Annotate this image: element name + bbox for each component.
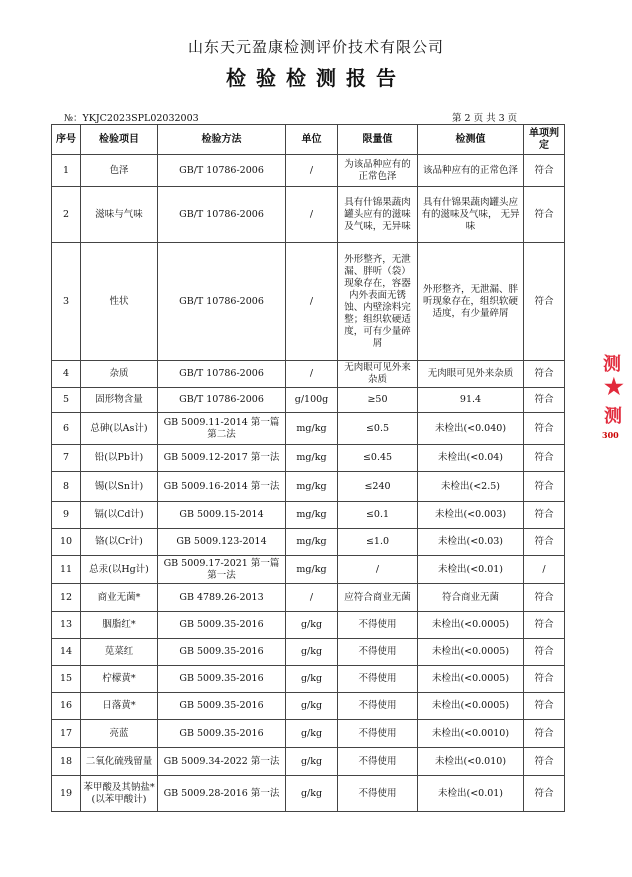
table-cell: 苯甲酸及其钠盐*(以苯甲酸计) bbox=[81, 776, 158, 812]
table-cell: GB 5009.34-2022 第一法 bbox=[158, 748, 286, 776]
table-cell: 符合 bbox=[524, 776, 565, 812]
table-cell: 19 bbox=[52, 776, 81, 812]
table-cell: 16 bbox=[52, 693, 81, 720]
table-cell: / bbox=[286, 243, 338, 361]
column-header: 限量值 bbox=[338, 125, 418, 155]
table-cell: mg/kg bbox=[286, 529, 338, 556]
table-cell: 符合 bbox=[524, 388, 565, 413]
table-cell: / bbox=[338, 556, 418, 584]
table-cell: 符合 bbox=[524, 243, 565, 361]
table-cell: 外形整齐，无泄漏、胖听（袋）现象存在，容器内外表面无锈蚀、内壁涂料完整；组织软硬适度，可有少量碎屑 bbox=[338, 243, 418, 361]
table-cell: GB 5009.15-2014 bbox=[158, 502, 286, 529]
table-cell: 未检出(<0.04) bbox=[418, 445, 524, 472]
table-cell: g/kg bbox=[286, 639, 338, 666]
table-cell: 符合 bbox=[524, 413, 565, 445]
table-cell: g/kg bbox=[286, 693, 338, 720]
table-cell: 滋味与气味 bbox=[81, 187, 158, 243]
column-header: 单位 bbox=[286, 125, 338, 155]
table-cell: GB 5009.16-2014 第一法 bbox=[158, 472, 286, 502]
table-cell: 无肉眼可见外来杂质 bbox=[338, 361, 418, 388]
table-cell: ≤240 bbox=[338, 472, 418, 502]
column-header: 检测值 bbox=[418, 125, 524, 155]
table-cell: 符合 bbox=[524, 639, 565, 666]
table-cell: 符合 bbox=[524, 445, 565, 472]
stamp-star-icon: ★ bbox=[604, 374, 624, 400]
table-cell: 镉(以Cd计) bbox=[81, 502, 158, 529]
table-cell: 无肉眼可见外来杂质 bbox=[418, 361, 524, 388]
table-cell: mg/kg bbox=[286, 445, 338, 472]
table-cell: / bbox=[524, 556, 565, 584]
table-cell: 11 bbox=[52, 556, 81, 584]
stamp-number: 300 bbox=[602, 430, 619, 440]
table-cell: / bbox=[286, 584, 338, 612]
table-cell: 未检出(<0.0010) bbox=[418, 720, 524, 748]
table-cell: g/100g bbox=[286, 388, 338, 413]
table-cell: GB/T 10786-2006 bbox=[158, 243, 286, 361]
table-cell: 8 bbox=[52, 472, 81, 502]
table-cell: GB 5009.35-2016 bbox=[158, 666, 286, 693]
table-cell: 符合 bbox=[524, 748, 565, 776]
table-cell: GB 5009.35-2016 bbox=[158, 720, 286, 748]
table-cell: 铅(以Pb计) bbox=[81, 445, 158, 472]
table-row bbox=[52, 748, 565, 776]
table-row bbox=[52, 361, 565, 388]
table-cell: mg/kg bbox=[286, 472, 338, 502]
table-cell: 苋菜红 bbox=[81, 639, 158, 666]
table-row bbox=[52, 243, 565, 361]
table-cell: 应符合商业无菌 bbox=[338, 584, 418, 612]
table-row bbox=[52, 612, 565, 639]
table-cell: ≤1.0 bbox=[338, 529, 418, 556]
table-row bbox=[52, 556, 565, 584]
table-cell: 固形物含量 bbox=[81, 388, 158, 413]
table-cell: 符合 bbox=[524, 720, 565, 748]
table-cell: 91.4 bbox=[418, 388, 524, 413]
table-cell: GB 5009.35-2016 bbox=[158, 639, 286, 666]
table-row bbox=[52, 187, 565, 243]
table-cell: 柠檬黄* bbox=[81, 666, 158, 693]
table-cell: GB 5009.28-2016 第一法 bbox=[158, 776, 286, 812]
table-cell: GB/T 10786-2006 bbox=[158, 187, 286, 243]
table-row bbox=[52, 666, 565, 693]
table-row bbox=[52, 155, 565, 187]
table-cell: 未检出(<0.03) bbox=[418, 529, 524, 556]
table-cell: 符合商业无菌 bbox=[418, 584, 524, 612]
table-cell: 未检出(<0.040) bbox=[418, 413, 524, 445]
table-cell: 13 bbox=[52, 612, 81, 639]
table-cell: 5 bbox=[52, 388, 81, 413]
table-cell: 日落黄* bbox=[81, 693, 158, 720]
table-cell: 不得使用 bbox=[338, 666, 418, 693]
table-cell: GB 5009.123-2014 bbox=[158, 529, 286, 556]
table-cell: 2 bbox=[52, 187, 81, 243]
table-cell: mg/kg bbox=[286, 556, 338, 584]
table-cell: 符合 bbox=[524, 529, 565, 556]
table-cell: 不得使用 bbox=[338, 720, 418, 748]
table-cell: 符合 bbox=[524, 472, 565, 502]
column-header: 检验项目 bbox=[81, 125, 158, 155]
column-header: 序号 bbox=[52, 125, 81, 155]
table-cell: 不得使用 bbox=[338, 612, 418, 639]
table-cell: 未检出(<0.01) bbox=[418, 556, 524, 584]
table-row bbox=[52, 720, 565, 748]
table-cell: ≥50 bbox=[338, 388, 418, 413]
table-cell: ≤0.45 bbox=[338, 445, 418, 472]
table-body bbox=[52, 155, 565, 812]
table-cell: 12 bbox=[52, 584, 81, 612]
table-cell: 符合 bbox=[524, 666, 565, 693]
table-cell: 7 bbox=[52, 445, 81, 472]
stamp-char: 测 bbox=[603, 354, 621, 375]
table-row bbox=[52, 502, 565, 529]
table-row bbox=[52, 776, 565, 812]
column-header: 检验方法 bbox=[158, 125, 286, 155]
table-cell: 符合 bbox=[524, 502, 565, 529]
table-row bbox=[52, 388, 565, 413]
table-cell: 胭脂红* bbox=[81, 612, 158, 639]
results-table bbox=[51, 124, 565, 812]
table-cell: 符合 bbox=[524, 584, 565, 612]
table-cell: GB 5009.35-2016 bbox=[158, 612, 286, 639]
table-cell: 不得使用 bbox=[338, 639, 418, 666]
table-cell: 具有什锦果蔬肉罐头应有的滋味及气味， 无异味 bbox=[418, 187, 524, 243]
table-cell: GB 4789.26-2013 bbox=[158, 584, 286, 612]
table-cell: 不得使用 bbox=[338, 748, 418, 776]
table-cell: 未检出(<0.0005) bbox=[418, 639, 524, 666]
table-header-row bbox=[52, 125, 565, 155]
table-cell: g/kg bbox=[286, 720, 338, 748]
table-cell: / bbox=[286, 155, 338, 187]
table-cell: 9 bbox=[52, 502, 81, 529]
table-cell: 14 bbox=[52, 639, 81, 666]
table-cell: GB/T 10786-2006 bbox=[158, 155, 286, 187]
table-cell: 1 bbox=[52, 155, 81, 187]
table-cell: g/kg bbox=[286, 612, 338, 639]
table-cell: 杂质 bbox=[81, 361, 158, 388]
table-cell: 未检出(<0.010) bbox=[418, 748, 524, 776]
report-number: №：YKJC2023SPL02032003 bbox=[64, 113, 199, 124]
table-cell: 总汞(以Hg计) bbox=[81, 556, 158, 584]
table-cell: 为该品种应有的正常色泽 bbox=[338, 155, 418, 187]
table-cell: / bbox=[286, 361, 338, 388]
table-cell: 18 bbox=[52, 748, 81, 776]
table-cell: 不得使用 bbox=[338, 776, 418, 812]
table-cell: 15 bbox=[52, 666, 81, 693]
table-cell: 4 bbox=[52, 361, 81, 388]
table-cell: 商业无菌* bbox=[81, 584, 158, 612]
inspection-stamp bbox=[601, 350, 632, 440]
table-cell: GB 5009.12-2017 第一法 bbox=[158, 445, 286, 472]
table-cell: 未检出(<0.0005) bbox=[418, 693, 524, 720]
table-row bbox=[52, 529, 565, 556]
table-cell: g/kg bbox=[286, 748, 338, 776]
table-cell: GB 5009.35-2016 bbox=[158, 693, 286, 720]
table-cell: 符合 bbox=[524, 187, 565, 243]
table-cell: 具有什锦果蔬肉罐头应有的滋味及气味，无异味 bbox=[338, 187, 418, 243]
table-cell: g/kg bbox=[286, 666, 338, 693]
table-cell: GB 5009.11-2014 第一篇第二法 bbox=[158, 413, 286, 445]
table-cell: 符合 bbox=[524, 361, 565, 388]
table-cell: mg/kg bbox=[286, 413, 338, 445]
table-row bbox=[52, 472, 565, 502]
table-cell: 总砷(以As计) bbox=[81, 413, 158, 445]
table-cell: mg/kg bbox=[286, 502, 338, 529]
report-title: 检验检测报告 bbox=[226, 66, 406, 90]
table-cell: 6 bbox=[52, 413, 81, 445]
table-cell: 未检出(<0.01) bbox=[418, 776, 524, 812]
table-cell: GB/T 10786-2006 bbox=[158, 388, 286, 413]
table-cell: 锡(以Sn计) bbox=[81, 472, 158, 502]
table-cell: 符合 bbox=[524, 693, 565, 720]
table-cell: ≤0.1 bbox=[338, 502, 418, 529]
table-cell: 未检出(<0.0005) bbox=[418, 612, 524, 639]
table-cell: 亮蓝 bbox=[81, 720, 158, 748]
table-cell: GB 5009.17-2021 第一篇第一法 bbox=[158, 556, 286, 584]
table-row bbox=[52, 445, 565, 472]
table-cell: 17 bbox=[52, 720, 81, 748]
table-cell: 符合 bbox=[524, 155, 565, 187]
table-row bbox=[52, 584, 565, 612]
table-cell: 未检出(<0.0005) bbox=[418, 666, 524, 693]
table-cell: 性状 bbox=[81, 243, 158, 361]
table-cell: 3 bbox=[52, 243, 81, 361]
table-cell: 10 bbox=[52, 529, 81, 556]
table-row bbox=[52, 639, 565, 666]
table-cell: 外形整齐，无泄漏、胖听现象存在，组织软硬适度，有少量碎屑 bbox=[418, 243, 524, 361]
table-cell: g/kg bbox=[286, 776, 338, 812]
table-row bbox=[52, 693, 565, 720]
table-cell: GB/T 10786-2006 bbox=[158, 361, 286, 388]
table-cell: 未检出(<0.003) bbox=[418, 502, 524, 529]
table-cell: 铬(以Cr计) bbox=[81, 529, 158, 556]
table-cell: ≤0.5 bbox=[338, 413, 418, 445]
table-row bbox=[52, 413, 565, 445]
company-name: 山东天元盈康检测评价技术有限公司 bbox=[187, 38, 444, 56]
table-cell: 色泽 bbox=[81, 155, 158, 187]
table-cell: 未检出(<2.5) bbox=[418, 472, 524, 502]
table-cell: 该品种应有的正常色泽 bbox=[418, 155, 524, 187]
page-info: 第 2 页 共 3 页 bbox=[452, 113, 518, 124]
table-cell: 不得使用 bbox=[338, 693, 418, 720]
stamp-char: 测 bbox=[604, 406, 622, 427]
table-cell: 符合 bbox=[524, 612, 565, 639]
table-cell: 二氧化硫残留量 bbox=[81, 748, 158, 776]
table-cell: / bbox=[286, 187, 338, 243]
column-header: 单项判定 bbox=[524, 125, 565, 155]
